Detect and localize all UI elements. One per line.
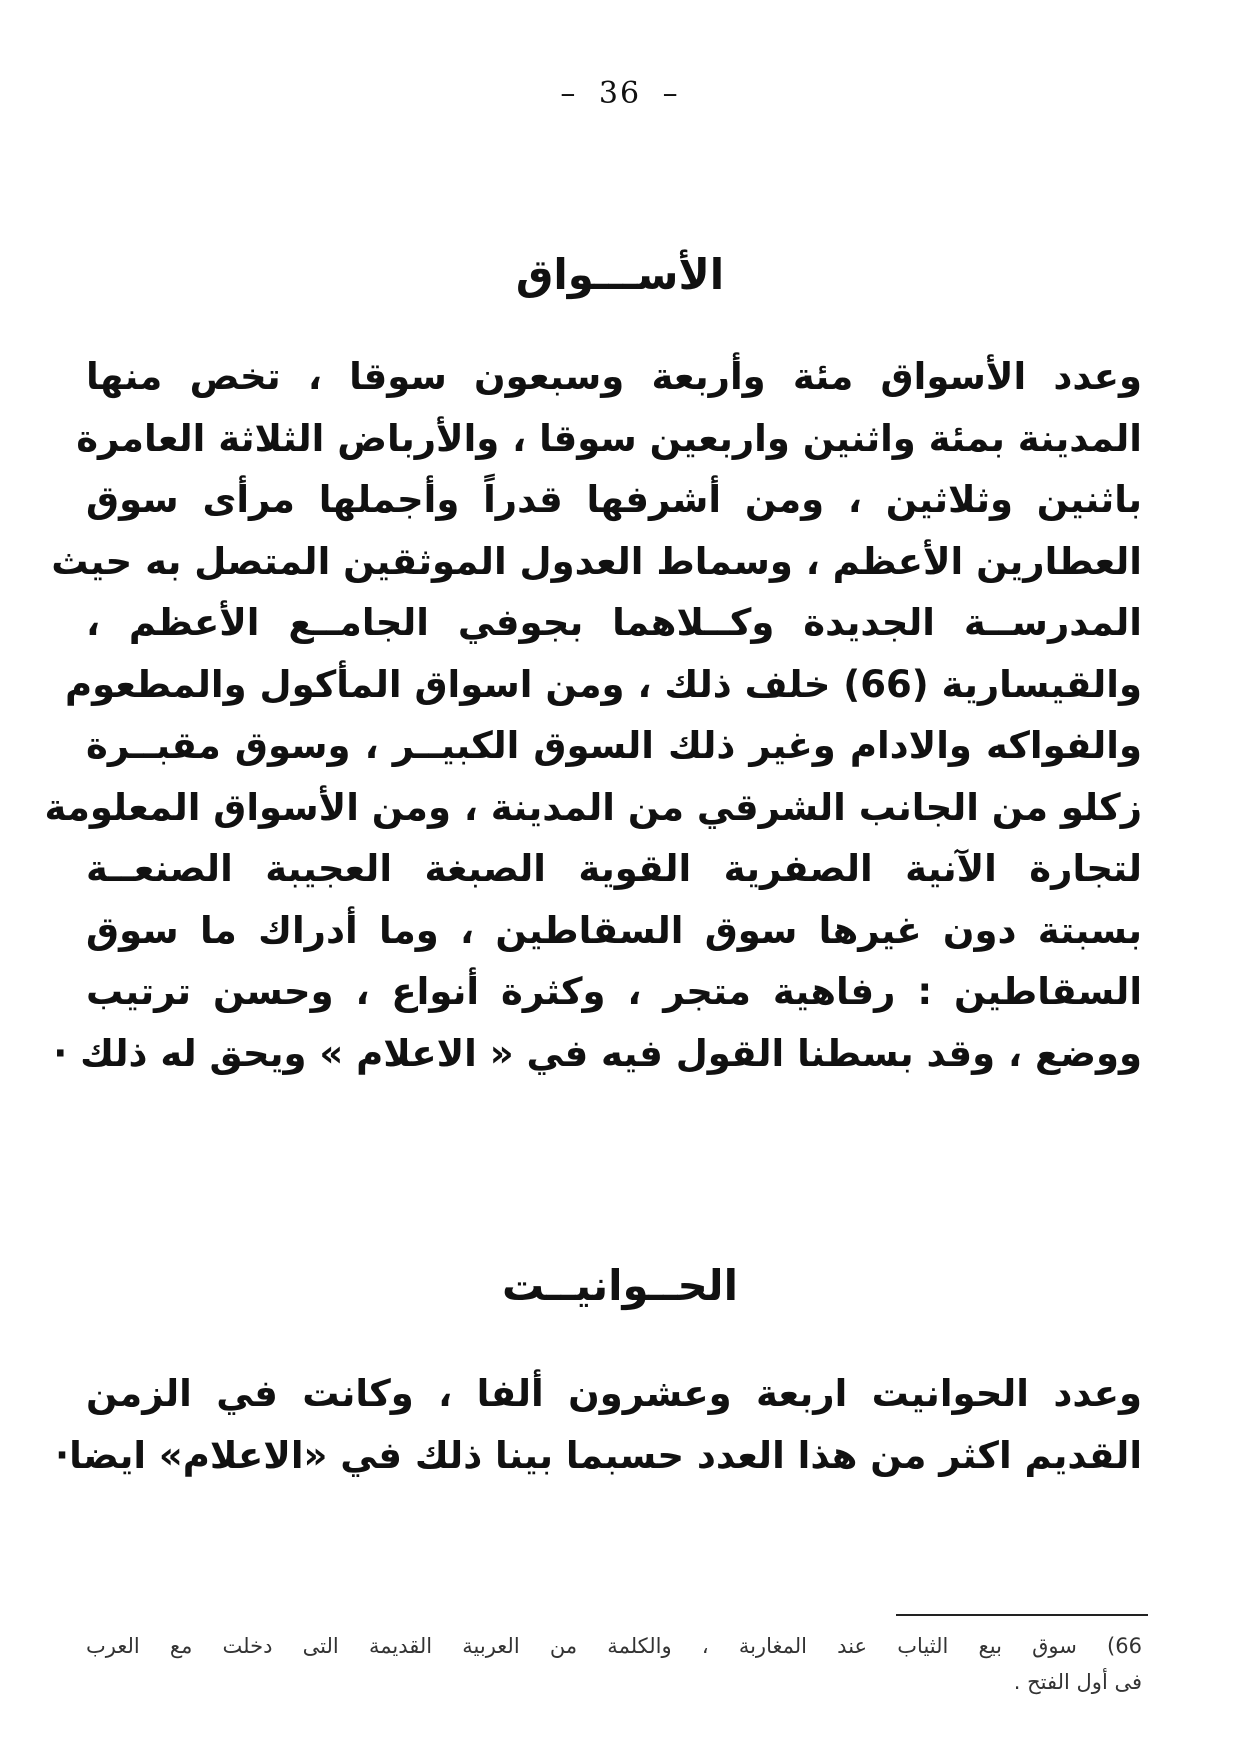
section-title-markets: الأســـواق xyxy=(515,250,725,300)
page-number-dash-right: – xyxy=(662,76,680,111)
page-number-dash-left: – xyxy=(560,76,578,111)
text-line: وعدد الحوانيت اربعة وعشرون ألفا ، وكانت في الزمن xyxy=(86,1372,1142,1415)
text-line: ووضع ، وقد بسطنا القول فيه في « الاعلام » ويحق له ذلك · xyxy=(53,1031,1142,1075)
text-line: والقيسارية (66) خلف ذلك ، ومن اسواق المأكول والمطعوم xyxy=(64,662,1142,706)
paragraph-shops xyxy=(55,1363,1142,1486)
text-line: زكلو من الجانب الشرقي من المدينة ، ومن الأسواق المعلومة xyxy=(44,785,1142,829)
footnote-line: فى أول الفتح . xyxy=(1013,1670,1142,1694)
text-line: بسبتة دون غيرها سوق السقاطين ، وما أدراك ما سوق xyxy=(86,908,1142,952)
footnote-line: 66) سوق بيع الثياب عند المغاربة ، والكلمة من العربية القديمة التى دخلت مع العرب xyxy=(86,1634,1142,1658)
text-line: العطارين الأعظم ، وسماط العدول الموثقين المتصل به حيث xyxy=(51,539,1142,583)
text-line: السقاطين : رفاهية متجر ، وكثرة أنواع ، وحسن ترتيب xyxy=(86,970,1142,1013)
text-line: المدينة بمئة واثنين واربعين سوقا ، والأرباض الثلاثة العامرة xyxy=(76,416,1142,460)
text-line: باثنين وثلاثين ، ومن أشرفها قدراً وأجملها مرأى سوق xyxy=(86,478,1142,521)
text-line: وعدد الأسواق مئة وأربعة وسبعون سوقا ، تخص منها xyxy=(86,355,1142,398)
page-number xyxy=(0,76,1240,111)
footnote-divider xyxy=(896,1614,1148,1616)
text-line: المدرســة الجديدة وكــلاهما بجوفي الجامــع الأعظم ، xyxy=(86,601,1142,644)
paragraph-markets xyxy=(44,346,1142,1084)
page-number-value: 36 xyxy=(598,76,642,111)
text-line: والفواكه والادام وغير ذلك السوق الكبيــر ، وسوق مقبــرة xyxy=(86,724,1142,767)
text-line: القديم اكثر من هذا العدد حسبما بينا ذلك في «الاعلام» ايضا· xyxy=(55,1433,1142,1477)
section-title-shops: الحــوانيــت xyxy=(502,1260,738,1310)
footnote xyxy=(86,1628,1142,1700)
text-line: لتجارة الآنية الصفرية القوية الصبغة العجيبة الصنعــة xyxy=(86,847,1142,890)
